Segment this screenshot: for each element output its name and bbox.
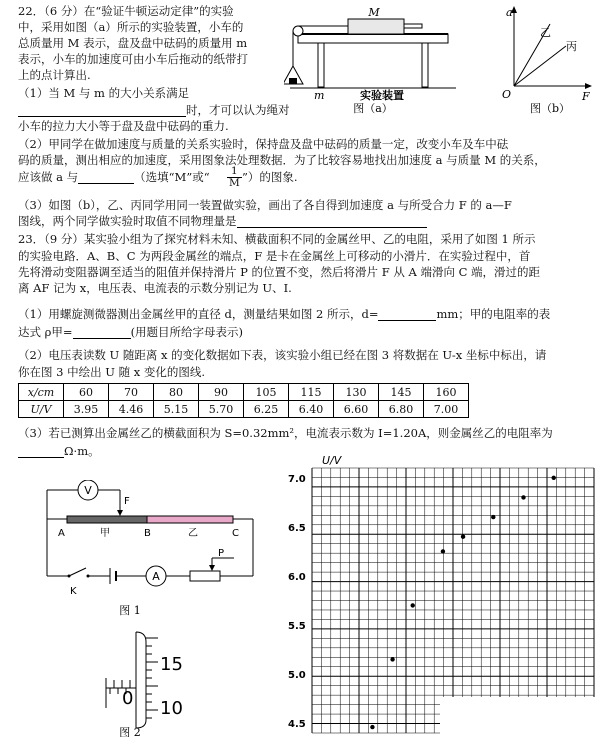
figure-2-caption: 图 2 bbox=[119, 726, 141, 737]
q22-part1-prompt: （1）当 M 与 m 的大小关系满足 bbox=[18, 86, 190, 100]
table-cell: 6.80 bbox=[379, 401, 424, 418]
q22-line-1: 22．（6 分）在“验证牛顿运动定律”的实验 bbox=[18, 4, 234, 18]
origin-label: O bbox=[502, 88, 512, 101]
q22-line-5: 上的点计算出. bbox=[18, 68, 91, 82]
apparatus-title: 实验装置 bbox=[360, 89, 404, 102]
table-cell: 4.46 bbox=[109, 401, 154, 418]
table-cell: 5.15 bbox=[154, 401, 199, 418]
line-bing bbox=[514, 46, 566, 86]
label-F: F bbox=[124, 496, 130, 507]
q23-part2-line-2: 你在图 3 中绘出 U 随 x 变化的图线. bbox=[18, 365, 206, 379]
label-point-B: B bbox=[144, 528, 151, 539]
table-cell: 115 bbox=[289, 384, 334, 401]
table-header-u: U/V bbox=[19, 401, 64, 418]
ammeter-label: A bbox=[152, 570, 160, 583]
q23-part1-text-b: mm；甲的电阻率的表 bbox=[436, 307, 551, 321]
q22-part1-line-2 bbox=[18, 103, 290, 117]
fraction-numerator: 1 bbox=[227, 166, 242, 178]
q23-part3-line-1: （3）若已测算出金属丝乙的横截面积为 S=0.32mm²，电流表示数为 I=1.20A，则金属丝乙的电阻率为 bbox=[18, 426, 553, 440]
q23-part1-text-d: (用题目所给字母表示) bbox=[130, 325, 244, 339]
table-cell: 3.95 bbox=[64, 401, 109, 418]
axis-label-a: a bbox=[506, 6, 513, 19]
figure-b-a-f-graph bbox=[492, 2, 596, 114]
q23-part1-text-a: （1）用螺旋测微器测出金属丝甲的直径 d，测量结果如图 2 所示，d= bbox=[18, 307, 379, 321]
q23-part1-line-2 bbox=[18, 325, 243, 339]
figure-2-micrometer bbox=[100, 628, 210, 737]
table-cell: 60 bbox=[64, 384, 109, 401]
pulley bbox=[293, 26, 303, 36]
q22-part2-text-a: 应该做 a 与 bbox=[18, 170, 79, 184]
q22-line-3: 总质量用 M 表示，盘及盘中砝码的质量用 m bbox=[18, 36, 248, 50]
table-cell: 7.00 bbox=[424, 401, 469, 418]
wire-yi bbox=[147, 516, 233, 523]
data-point bbox=[521, 495, 525, 499]
table-cell: 6.25 bbox=[244, 401, 289, 418]
data-table bbox=[18, 383, 469, 418]
y-tick-label: 7.0 bbox=[288, 473, 306, 485]
q23-line-4: 离 AF 记为 x，电压表、电流表的示数分别记为 U、I. bbox=[18, 281, 292, 295]
q22-part1-line-3: 小车的拉力大小等于盘及盘中砝码的重力. bbox=[18, 119, 229, 133]
table-cell: 145 bbox=[379, 384, 424, 401]
q23-part1-line-1 bbox=[18, 307, 550, 321]
data-point bbox=[370, 725, 374, 729]
answer-blank-resistivity-value[interactable] bbox=[18, 445, 64, 458]
switch-K bbox=[69, 568, 86, 576]
data-point bbox=[461, 535, 465, 539]
table-cell: 80 bbox=[154, 384, 199, 401]
y-axis-label: U/V bbox=[322, 454, 342, 467]
q23-part1-text-c: 达式 ρ甲= bbox=[18, 325, 73, 339]
wire-jia bbox=[67, 516, 147, 523]
label-K: K bbox=[70, 586, 77, 597]
label-point-A: A bbox=[58, 528, 65, 539]
chart-y-ticks bbox=[288, 474, 306, 730]
table-top bbox=[298, 34, 448, 43]
scale-15: 15 bbox=[160, 654, 183, 675]
table-cell: 160 bbox=[424, 384, 469, 401]
answer-blank-mass-condition[interactable] bbox=[18, 104, 186, 117]
answer-blank-variable[interactable] bbox=[237, 215, 427, 228]
table-header-x: x/cm bbox=[19, 384, 64, 401]
rheostat bbox=[190, 571, 220, 581]
table-row bbox=[19, 401, 469, 418]
q22-line-2: 中，采用如图（a）所示的实验装置，小车的 bbox=[18, 20, 244, 34]
label-yi: 乙 bbox=[540, 26, 551, 39]
q22-part2-line-2: 码的质量，测出相应的加速度，采用图象法处理数据．为了比较容易地找出加速度 a 与质量 M 的关系， bbox=[18, 153, 546, 167]
thimble bbox=[136, 632, 146, 728]
q23-part3-text: Ω·m。 bbox=[64, 444, 100, 458]
figure-1-circuit bbox=[40, 480, 280, 620]
scale-0: 0 bbox=[122, 688, 134, 709]
timer bbox=[404, 24, 422, 28]
figure-1-caption: 图 1 bbox=[119, 604, 141, 617]
y-tick-label: 4.5 bbox=[288, 719, 306, 731]
axis-label-F: F bbox=[582, 90, 590, 103]
table-cell: 5.70 bbox=[199, 401, 244, 418]
label-m: m bbox=[314, 89, 325, 102]
q23-part2-line-1: （2）电压表读数 U 随距离 x 的变化数据如下表，该实验小组已经在图 3 将数据在 U-x 坐标中标出，请 bbox=[18, 348, 547, 362]
table-cell: 6.40 bbox=[289, 401, 334, 418]
data-point bbox=[390, 657, 394, 661]
voltmeter-label: V bbox=[84, 484, 92, 497]
answer-blank-resistivity-expression[interactable] bbox=[73, 326, 131, 339]
q23-part3-line-2 bbox=[18, 444, 100, 458]
q22-part1-text: 时，才可以认为绳对 bbox=[186, 103, 290, 117]
table-row bbox=[19, 384, 469, 401]
table-cell: 70 bbox=[109, 384, 154, 401]
data-point bbox=[552, 476, 556, 480]
y-tick-label: 5.5 bbox=[288, 621, 306, 633]
table-cell: 90 bbox=[199, 384, 244, 401]
y-tick-label: 6.5 bbox=[288, 522, 306, 534]
cart bbox=[348, 19, 404, 34]
chart-grid bbox=[312, 468, 594, 733]
label-M: M bbox=[368, 6, 380, 19]
q22-part3-line-1: （3）如图（b），乙、丙同学用同一装置做实验，画出了各自得到加速度 a 与所受合力 F 的 a—F bbox=[18, 198, 512, 212]
q23-line-3: 先将滑动变阻器调至适当的阻值并保持滑片 P 的位置不变，然后将滑片 F 从 A 端滑向 C 端，滑过的距 bbox=[18, 265, 541, 279]
table-leg-right bbox=[422, 43, 428, 87]
slider-F bbox=[117, 510, 123, 516]
q22-part2-text-b: （选填“M”或“ bbox=[134, 170, 210, 184]
figure-3-u-x-chart bbox=[282, 448, 598, 737]
q22-part2-line-1: （2）甲同学在做加速度与质量的关系实验时，保持盘及盘中砝码的质量一定，改变小车及车中砝 bbox=[18, 137, 509, 151]
q22-part3-text: 图线，两个同学做实验时取值不同物理量是 bbox=[18, 214, 237, 228]
q22-line-4: 表示，小车的加速度可由小车后拖动的纸带打 bbox=[18, 52, 248, 66]
figure-a-apparatus bbox=[284, 2, 460, 114]
table-cell: 6.60 bbox=[334, 401, 379, 418]
data-point bbox=[441, 549, 445, 553]
q22-part2-line-3-end: ”）的图象. bbox=[242, 170, 298, 184]
q22-part3-line-2 bbox=[18, 214, 427, 228]
q22-part2-line-3 bbox=[18, 170, 210, 184]
figure-a-caption: 图（a） bbox=[353, 102, 393, 114]
answer-blank-diameter[interactable] bbox=[378, 308, 436, 321]
label-bing: 丙 bbox=[566, 40, 577, 53]
table-cell: 105 bbox=[244, 384, 289, 401]
q23-line-2: 的实验电路．A、B、C 为两段金属丝的端点，F 是卡在金属丝上可移动的小滑片．在实验过程中，首 bbox=[18, 249, 531, 263]
data-point bbox=[411, 603, 415, 607]
table-cell: 130 bbox=[334, 384, 379, 401]
table-leg-left bbox=[318, 43, 324, 87]
fraction-denominator: M bbox=[229, 177, 240, 189]
figure-b-caption: 图（b） bbox=[529, 102, 571, 114]
label-jia: 甲 bbox=[100, 528, 110, 539]
label-P: P bbox=[218, 548, 225, 559]
y-tick-label: 6.0 bbox=[288, 571, 306, 583]
answer-blank-graph-choice[interactable] bbox=[78, 171, 134, 184]
fraction-one-over-m bbox=[227, 166, 242, 189]
scale-10: 10 bbox=[160, 698, 183, 719]
label-yi-wire: 乙 bbox=[188, 528, 198, 539]
watermark-cover bbox=[440, 697, 600, 737]
y-tick-label: 5.0 bbox=[288, 670, 306, 682]
data-point bbox=[491, 515, 495, 519]
q23-line-1: 23．（9 分）某实验小组为了探究材料未知、横截面积不同的金属丝甲、乙的电阻，采用了如图 1 所示 bbox=[18, 232, 536, 246]
label-point-C: C bbox=[232, 528, 239, 539]
